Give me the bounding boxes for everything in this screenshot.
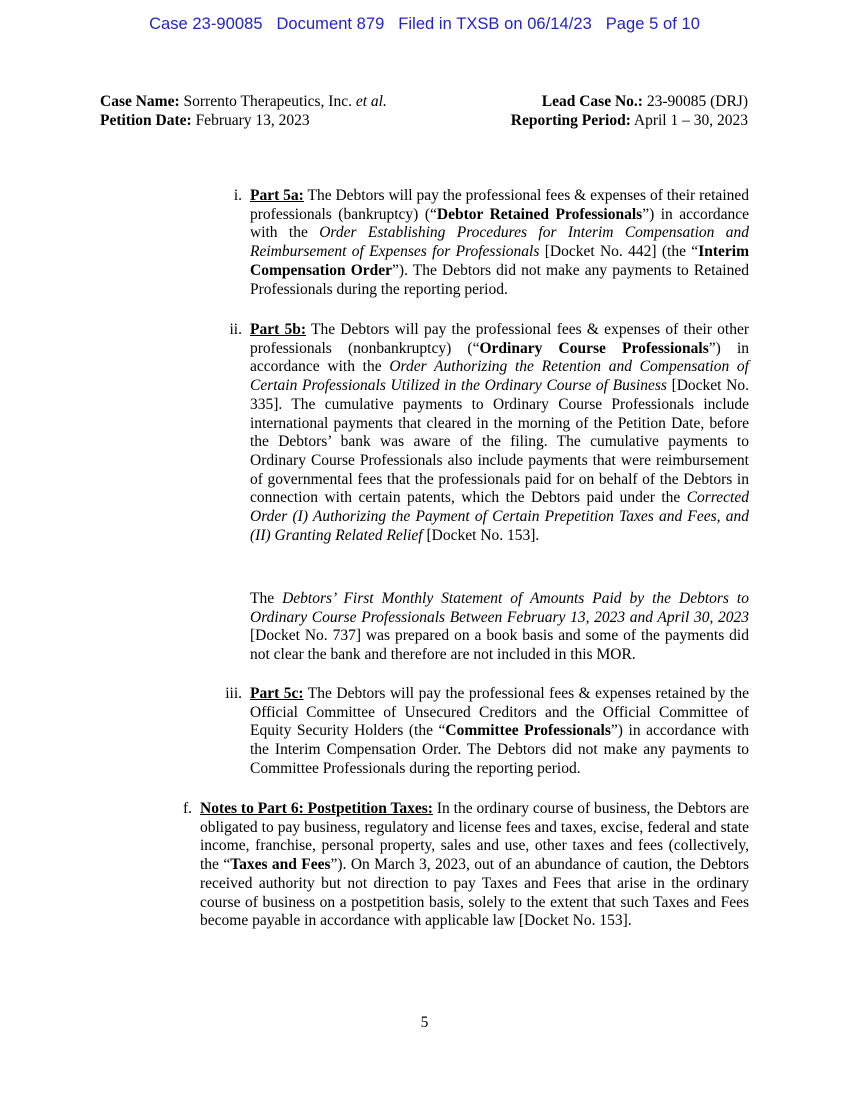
part-5c-text: The Debtors will pay the professional fees & expenses retained by the Official Committee of Unsecured Creditors and the Official Committee of Equity Security Holders (the “ (250, 685, 749, 740)
part-5b-order-title: Corrected Order (I) Authorizing the Payment of Certain Prepetition Taxes and Fees, and (II) Granting Related Relief (250, 489, 749, 544)
part-5b-title: Part 5b: (250, 321, 307, 338)
part-5a-paragraph (233, 187, 750, 299)
part-6-paragraph (182, 800, 750, 931)
lead-case-value: 23-90085 (DRJ) (642, 93, 748, 110)
part-5a-label: i. (233, 187, 242, 204)
part-5b-order-title: Order Authorizing the Retention and Compensation of Certain Professionals Utilized in the Ordinary Course of Business (250, 358, 749, 395)
part-5c-label: iii. (225, 685, 242, 702)
part-5a-defined-term: Interim Compensation Order (250, 243, 749, 279)
part-5b-label: ii. (229, 321, 242, 338)
part-5b-text: [Docket No. 335]. The cumulative payments to Ordinary Course Professionals include international payments that cleared in the morning of the Petition Date, before the Debtors’ bank was aware of the filing. The cumulative payments to Ordinary Course Professionals also include payments that were reimbursement of governmental fees that the professionals paid for on behalf of the Debtors in connection with certain patents, which the Debtors paid under the (250, 377, 749, 507)
part-5b-paragraph (229, 321, 750, 545)
case-name-line (100, 92, 387, 111)
part-5c-defined-term: Committee Professionals (445, 722, 611, 740)
part-6-title: Notes to Part 6: Postpetition Taxes: (200, 800, 433, 817)
lead-case-label: Lead Case No.: (541, 93, 643, 110)
part-5b-text: [Docket No. 153]. (422, 526, 540, 544)
part-6-text: In the ordinary course of business, the Debtors are obligated to pay business, regulatory and license fees and taxes, excise, federal and state income, franchise, personal property, sales and use, other taxes and fees (collectively, the “ (200, 800, 750, 874)
part-6-label: f. (182, 800, 192, 817)
part-5b-defined-term: Ordinary Course Professionals (479, 339, 709, 357)
part-5a-text: ”). The Debtors did not make any payments to Retained Professionals during the reporting period. (250, 261, 749, 298)
reporting-period-label: Reporting Period: (510, 112, 631, 129)
case-name-etal: et al. (355, 93, 387, 110)
court-filing-stamp: Case 23-90085 Document 879 Filed in TXSB on 06/14/23 Page 5 of 10 (149, 15, 700, 33)
statement-text: The (250, 590, 283, 607)
part-5a-text: ”) in accordance with the (250, 205, 749, 242)
lead-case-line (511, 92, 748, 111)
part-6-text: ”). On March 3, 2023, out of an abundance of caution, the Debtors received authority but not direction to pay Taxes and Fees that arise in the ordinary course of business on a postpetition basis, solely to the extent that such Taxes and Fees become payable in accordance with applicable law [Docket No. 153]. (200, 856, 749, 930)
case-name-label: Case Name: (100, 93, 180, 110)
header-right (511, 92, 748, 130)
statement-title: Debtors’ First Monthly Statement of Amounts Paid by the Debtors to Ordinary Course Professionals Between February 13, 2023 and April 30, 2023 (250, 590, 749, 626)
part-5b-text: ”) in accordance with the (250, 339, 750, 376)
part-5a-text: [Docket No. 442] (the “ (539, 243, 699, 261)
part-5a-defined-term: Debtor Retained Professionals (436, 205, 643, 223)
reporting-period-value: April 1 – 30, 2023 (630, 112, 748, 129)
statement-text: [Docket No. 737] was prepared on a book basis and some of the payments did not clear the bank and therefore are not included in this MOR. (250, 627, 749, 664)
part-5c-text: ”) in accordance with the Interim Compensation Order. The Debtors did not make any payments to Committee Professionals during the reporting period. (250, 722, 750, 777)
case-name-value: Sorrento Therapeutics, Inc. (179, 93, 356, 110)
part-5c-title: Part 5c: (250, 685, 304, 702)
part-5b-statement-paragraph (250, 590, 749, 665)
part-5c-paragraph (225, 685, 750, 779)
part-5a-text: The Debtors will pay the professional fees & expenses of their retained professionals (bankruptcy) (“ (250, 187, 750, 223)
petition-date-label: Petition Date: (100, 112, 192, 129)
part-5a-order-title: Order Establishing Procedures for Interim Compensation and Reimbursement of Expenses for Professionals (250, 224, 749, 261)
part-5a-title: Part 5a: (250, 187, 304, 204)
petition-date-value: February 13, 2023 (191, 112, 310, 129)
petition-date-line (100, 111, 387, 130)
part-5b-text: The Debtors will pay the professional fees & expenses of their other professionals (nonbankruptcy) (“ (250, 321, 749, 357)
part-6-defined-term: Taxes and Fees (230, 856, 331, 874)
page-number: 5 (420, 1014, 429, 1031)
reporting-period-line (511, 111, 748, 130)
header-left (100, 92, 387, 130)
